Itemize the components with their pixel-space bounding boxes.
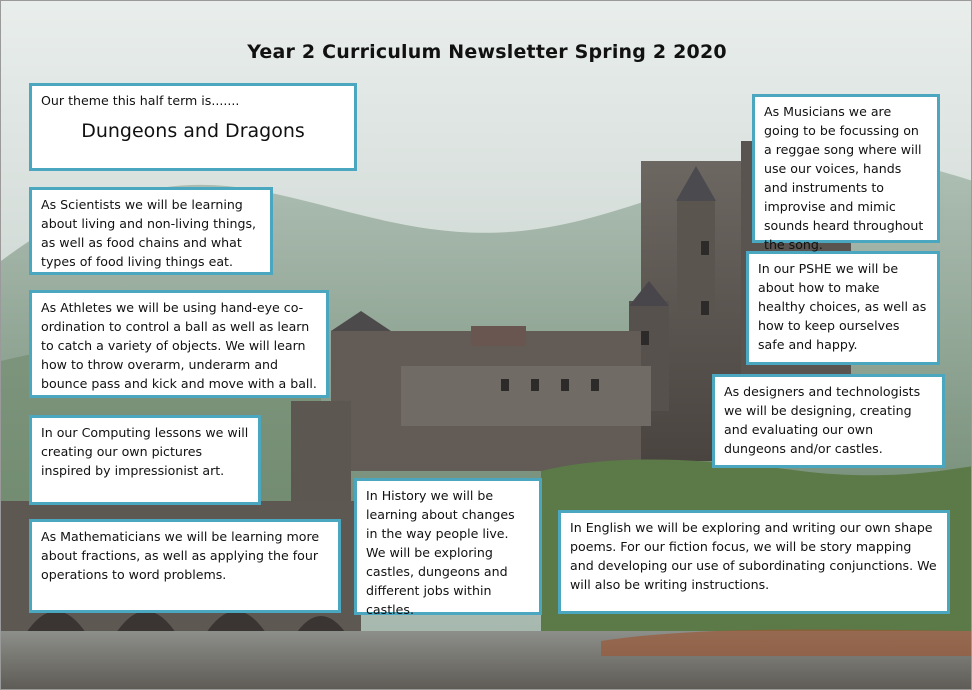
computing-box: In our Computing lessons we will creating our own pictures inspired by impressionist art. [29,415,261,505]
mathematicians-box: As Mathematicians we will be learning more about fractions, as well as applying the four operations to word problems. [29,519,341,613]
designers-box: As designers and technologists we will be designing, creating and evaluating our own dungeons and/or castles. [712,374,945,468]
newsletter-title: Year 2 Curriculum Newsletter Spring 2 2020 [247,41,727,63]
history-box: In History we will be learning about changes in the way people live. We will be exploring castles, dungeons and different jobs within castles. [354,478,542,615]
musicians-box: As Musicians we are going to be focussing on a reggae song where will use our voices, hands and instruments to improvise and mimic sounds heard throughout the song. [752,94,940,243]
pshe-box: In our PSHE we will be about how to make healthy choices, as well as how to keep ourselves safe and happy. [746,251,940,365]
theme-intro: Our theme this half term is....... [41,93,240,108]
theme-box [29,83,357,171]
athletes-box: As Athletes we will be using hand-eye co-ordination to control a ball as well as learn to catch a variety of objects. We will learn how to throw overarm, underarm and bounce pass and kick and move with a ball. [29,290,329,398]
theme-name: Dungeons and Dragons [81,120,305,142]
scientists-box: As Scientists we will be learning about living and non-living things, as well as food chains and what types of food living things eat. [29,187,273,275]
english-box: In English we will be exploring and writing our own shape poems. For our fiction focus, we will be story mapping and developing our use of subordinating conjunctions. We will also be writing instructions. [558,510,950,614]
